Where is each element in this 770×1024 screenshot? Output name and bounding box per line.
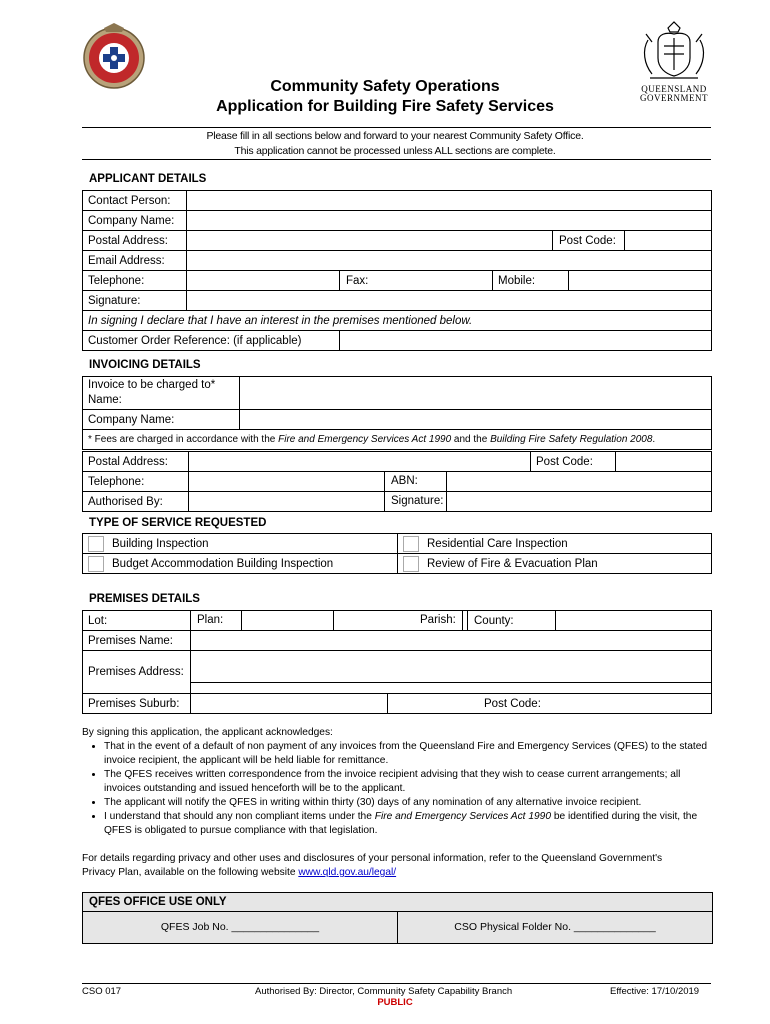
evacuation-plan-label: Review of Fire & Evacuation Plan: [427, 557, 598, 570]
premises-suburb-label: Premises Suburb:: [83, 694, 191, 714]
company-name-field[interactable]: [187, 211, 712, 231]
company-name-label: Company Name:: [83, 211, 187, 231]
instruction-line-1: Please fill in all sections below and forward to your nearest Community Safety Office.: [206, 130, 584, 142]
building-inspection-checkbox[interactable]: [88, 536, 104, 552]
residential-care-label: Residential Care Inspection: [427, 537, 568, 550]
acknowledgement-intro: By signing this application, the applicant acknowledges:: [82, 727, 333, 738]
classification-label: PUBLIC: [377, 997, 413, 1008]
declaration-text: In signing I declare that I have an interest in the premises mentioned below.: [83, 311, 712, 331]
signature-field[interactable]: [187, 291, 712, 311]
invoice-postal-address-label: Postal Address:: [83, 452, 189, 472]
gov-logo-text-1: QUEENSLAND: [641, 84, 707, 94]
service-option-evacuation-plan[interactable]: [398, 554, 712, 574]
invoice-telephone-label: Telephone:: [83, 472, 189, 492]
authorised-by-label: Authorised By:: [83, 492, 189, 512]
contact-person-field[interactable]: [187, 191, 712, 211]
office-use-box: [82, 892, 713, 944]
ack-4-prefix: I understand that should any non compliant items under the: [104, 811, 375, 822]
invoice-post-code-label: Post Code:: [531, 452, 616, 472]
acknowledgement-item: [104, 810, 712, 838]
parish-label: Parish:: [414, 611, 463, 630]
privacy-link[interactable]: www.qld.gov.au/legal/: [298, 867, 397, 878]
budget-accommodation-checkbox[interactable]: [88, 556, 104, 572]
plan-label-inline: Plan:: [191, 611, 242, 630]
invoice-signature-cell[interactable]: [385, 492, 712, 512]
telephone-field[interactable]: [187, 271, 340, 291]
applicant-details-heading: APPLICANT DETAILS: [89, 173, 207, 185]
acknowledgement-item: • The applicant will notify the QFES in writing within thirty (30) days of any nomination of any alternative invoice recipient.: [104, 796, 712, 810]
premises-name-label: Premises Name:: [83, 631, 191, 651]
premises-post-code-label: Post Code:: [484, 697, 541, 710]
plan-parish-cell[interactable]: [334, 611, 468, 631]
invoicing-details-heading: INVOICING DETAILS: [89, 359, 201, 371]
invoice-company-name-label: Company Name:: [83, 410, 240, 430]
invoice-post-code-field[interactable]: [616, 452, 712, 472]
instruction-line-2: This application cannot be processed unless ALL sections are complete.: [234, 145, 556, 157]
premises-address-label: Premises Address:: [83, 651, 191, 694]
service-option-building-inspection[interactable]: [83, 534, 398, 554]
fees-note-prefix: * Fees are charged in accordance with the: [88, 434, 279, 445]
premises-post-code-cell[interactable]: [388, 694, 712, 714]
footer-divider: [82, 983, 711, 984]
applicant-details-table: [82, 190, 712, 351]
ack-4-act: Fire and Emergency Services Act 1990: [374, 811, 552, 822]
premises-details-heading: PREMISES DETAILS: [89, 593, 200, 605]
privacy-line-1: For details regarding privacy and other uses and disclosures of your personal information, refer to the Queensland Government's: [82, 853, 663, 864]
email-field[interactable]: [187, 251, 712, 271]
abn-label: ABN:: [385, 472, 447, 491]
form-code: CSO 017: [82, 986, 122, 997]
premises-details-table: [82, 610, 712, 714]
order-reference-label: Customer Order Reference: (if applicable): [83, 331, 340, 351]
privacy-line-2: [82, 866, 712, 880]
county-label: County:: [468, 611, 556, 631]
order-reference-field[interactable]: [340, 331, 712, 351]
residential-care-checkbox[interactable]: [403, 536, 419, 552]
fees-note-end: .: [652, 434, 656, 445]
service-option-residential-care[interactable]: [398, 534, 712, 554]
signature-label: Signature:: [83, 291, 187, 311]
acknowledgement-section: [82, 726, 712, 838]
invoice-to-label-line-1: Invoice to be charged to*: [88, 379, 216, 391]
invoice-signature-label: Signature:: [385, 492, 447, 511]
budget-accommodation-label: Budget Accommodation Building Inspection: [112, 557, 334, 570]
lot-plan-cell[interactable]: [191, 611, 334, 631]
acknowledgement-list: [82, 740, 712, 838]
invoice-telephone-field[interactable]: [189, 472, 385, 492]
fax-label: Fax:: [346, 274, 369, 287]
divider: [82, 159, 711, 160]
telephone-label: Telephone:: [83, 271, 187, 291]
invoicing-details-table-1: [82, 376, 712, 450]
evacuation-plan-checkbox[interactable]: [403, 556, 419, 572]
service-type-heading: TYPE OF SERVICE REQUESTED: [89, 517, 267, 529]
invoice-to-name-field[interactable]: [240, 377, 712, 410]
privacy-notice: [82, 852, 712, 880]
acknowledgement-item: • The QFES receives written correspondence from the invoice recipient advising that they wish to cease current arrangements; all invoices outstanding and issued henceforth will be to the applicant.: [104, 768, 712, 796]
postal-address-field[interactable]: [187, 231, 553, 251]
abn-cell[interactable]: [385, 472, 712, 492]
post-code-field[interactable]: [625, 231, 712, 251]
invoice-to-label: [83, 377, 240, 410]
mobile-label: Mobile:: [493, 271, 569, 291]
contact-person-label: Contact Person:: [83, 191, 187, 211]
premises-address-field[interactable]: [191, 651, 712, 694]
mobile-field[interactable]: [569, 271, 712, 291]
postal-address-label: Postal Address:: [83, 231, 187, 251]
ack-4-suffix: be identified during the visit, the QFES is obligated to pursue compliance with that legislation.: [104, 811, 698, 836]
cso-folder-no[interactable]: CSO Physical Folder No. ______________: [454, 921, 656, 933]
page-title-line-1: Community Safety Operations: [270, 78, 500, 95]
lot-label: Lot:: [83, 611, 191, 631]
authorised-by-footer: Authorised By: Director, Community Safety Capability Branch: [255, 986, 513, 997]
fees-note-mid: and the: [451, 434, 491, 445]
county-field[interactable]: [556, 611, 712, 631]
fees-note: [83, 430, 712, 450]
page-title-line-2: Application for Building Fire Safety Services: [216, 98, 554, 115]
building-inspection-label: Building Inspection: [112, 537, 209, 550]
invoice-postal-address-field[interactable]: [189, 452, 531, 472]
office-use-heading: QFES OFFICE USE ONLY: [83, 893, 712, 912]
effective-date: Effective: 17/10/2019: [610, 986, 700, 997]
invoicing-details-table-2: [82, 451, 712, 512]
fax-label-field[interactable]: [340, 271, 493, 291]
privacy-line-2-text: Privacy Plan, available on the following website: [82, 867, 299, 878]
gov-logo-text-2: GOVERNMENT: [640, 93, 708, 103]
post-code-label: Post Code:: [553, 231, 625, 251]
fees-note-regulation: Building Fire Safety Regulation 2008: [490, 434, 653, 445]
email-label: Email Address:: [83, 251, 187, 271]
premises-name-field[interactable]: [191, 631, 712, 651]
authorised-by-field[interactable]: [189, 492, 385, 512]
acknowledgement-item: • That in the event of a default of non payment of any invoices from the Queensland Fire and Emergency Services (QFES) to the stated invoice recipient, the applicant will be held liable for remittance.: [104, 740, 712, 768]
service-type-table: [82, 533, 712, 574]
premises-suburb-field[interactable]: [191, 694, 388, 714]
qfes-job-no[interactable]: QFES Job No. _______________: [83, 912, 398, 943]
invoice-company-name-field[interactable]: [240, 410, 712, 430]
invoice-to-label-line-2: Name:: [88, 394, 122, 406]
service-option-budget-accommodation[interactable]: [83, 554, 398, 574]
fees-note-act: Fire and Emergency Services Act 1990: [278, 434, 452, 445]
divider: [82, 127, 711, 128]
